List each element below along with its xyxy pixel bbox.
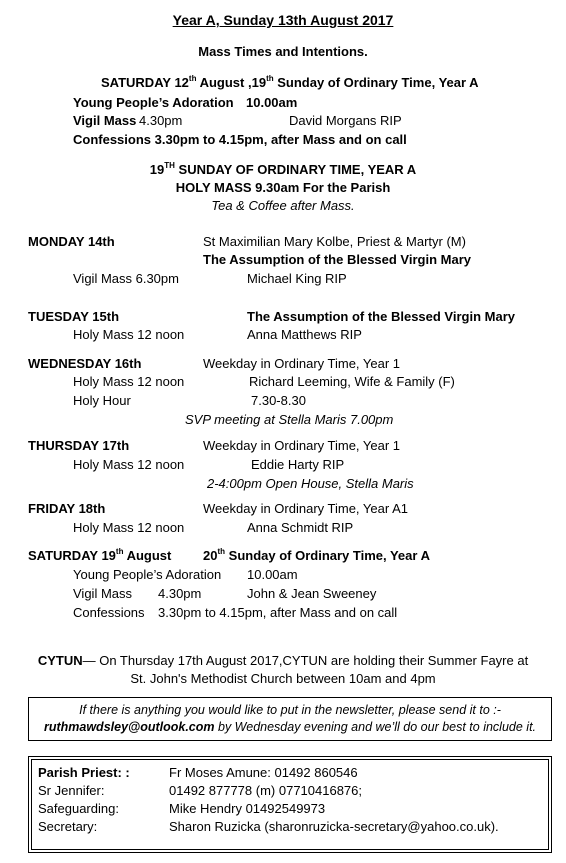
wednesday-mass-label: Holy Mass 12 noon	[73, 374, 185, 389]
saturday12-heading-part: August ,19	[196, 75, 267, 90]
thursday-mass-label: Holy Mass 12 noon	[73, 457, 185, 472]
monday-feast: St Maximilian Mary Kolbe, Priest & Martyr (M)	[203, 234, 466, 249]
contacts-box	[28, 756, 552, 853]
saturday12-vigil-time: 4.30pm	[139, 113, 183, 128]
saturday19-day-sup: th	[115, 547, 124, 556]
contact-value-safeguarding: Mike Hendry 01492549973	[169, 801, 326, 816]
saturday19-feast-part: 20	[203, 548, 218, 563]
saturday12-confessions: Confessions 3.30pm to 4.15pm, after Mass and on call	[73, 132, 407, 147]
tuesday-feast: The Assumption of the Blessed Virgin Mary	[247, 309, 515, 324]
saturday12-adoration-time: 10.00am	[246, 95, 298, 110]
cytun-label: CYTUN	[37, 653, 83, 668]
saturday12-vigil-intention: David Morgans RIP	[289, 113, 402, 128]
newsletter-email[interactable]: ruthmawdsley@outlook.com	[43, 720, 215, 734]
wednesday-feast: Weekday in Ordinary Time, Year 1	[203, 356, 401, 371]
monday-day: MONDAY 14th	[28, 234, 115, 249]
contact-value-parish-priest: Fr Moses Amune: 01492 860546	[169, 765, 358, 780]
tuesday-mass-label: Holy Mass 12 noon	[73, 327, 185, 342]
saturday12-heading	[101, 75, 479, 91]
friday-intention: Anna Schmidt RIP	[247, 520, 354, 535]
monday-mass-label: Vigil Mass 6.30pm	[73, 271, 179, 286]
sunday-holy-mass: HOLY MASS 9.30am For the Parish	[175, 180, 391, 195]
saturday19-adoration-time: 10.00am	[247, 567, 298, 582]
contact-label-safeguarding: Safeguarding:	[38, 801, 119, 816]
wednesday-note: SVP meeting at Stella Maris 7.00pm	[185, 412, 394, 427]
thursday-note: 2-4:00pm Open House, Stella Maris	[207, 476, 414, 491]
saturday19-vigil-intention: John & Jean Sweeney	[247, 586, 377, 601]
saturday12-adoration-label: Young People’s Adoration	[73, 95, 234, 110]
thursday-feast: Weekday in Ordinary Time, Year 1	[203, 438, 401, 453]
wednesday-hour-label: Holy Hour	[73, 393, 131, 408]
tuesday-intention: Anna Matthews RIP	[247, 327, 362, 342]
saturday19-feast-part: Sunday of Ordinary Time, Year A	[225, 548, 430, 563]
saturday19-feast-sup: th	[217, 547, 226, 556]
saturday19-day	[28, 548, 171, 564]
wednesday-hour-time: 7.30-8.30	[251, 393, 306, 408]
wednesday-day: WEDNESDAY 16th	[28, 356, 142, 371]
friday-feast: Weekday in Ordinary Time, Year A1	[203, 501, 408, 516]
sunday-tea-coffee: Tea & Coffee after Mass.	[211, 198, 355, 213]
newsletter-line2-text: by Wednesday evening and we’ll do our best to include it.	[214, 720, 537, 734]
newsletter-line2	[29, 719, 551, 735]
saturday12-heading-sup: th	[266, 74, 274, 83]
saturday19-adoration-label: Young People’s Adoration	[73, 567, 222, 582]
saturday19-vigil-label: Vigil Mass	[73, 586, 133, 601]
cytun-line2: St. John's Methodist Church between 10am and 4pm	[130, 671, 436, 686]
monday-feast2: The Assumption of the Blessed Virgin Mary	[203, 252, 471, 267]
newsletter-box	[28, 697, 552, 741]
contact-label-sr-jennifer: Sr Jennifer:	[38, 783, 105, 798]
page-title: Year A, Sunday 13th August 2017	[172, 12, 394, 28]
saturday12-heading-sup: th	[188, 74, 197, 83]
cytun-notice	[0, 653, 566, 669]
sunday-heading-sup: TH	[164, 161, 175, 170]
saturday12-vigil-label: Vigil Mass	[73, 113, 137, 128]
contact-value-sr-jennifer: 01492 877778 (m) 07710416876;	[169, 783, 362, 798]
cytun-line1: — On Thursday 17th August 2017,CYTUN are holding their Summer Fayre at	[82, 653, 529, 668]
contact-value-secretary: Sharon Ruzicka (sharonruzicka-secretary@yahoo.co.uk).	[169, 819, 499, 834]
saturday19-vigil-time: 4.30pm	[158, 586, 202, 601]
tuesday-day: TUESDAY 15th	[28, 309, 120, 324]
saturday12-heading-part: Sunday of Ordinary Time, Year A	[273, 75, 479, 90]
saturday19-day-part: August	[123, 548, 172, 563]
monday-intention: Michael King RIP	[247, 271, 347, 286]
wednesday-intention: Richard Leeming, Wife & Family (F)	[249, 374, 455, 389]
contact-label-secretary: Secretary:	[38, 819, 98, 834]
thursday-day: THURSDAY 17th	[28, 438, 130, 453]
sunday-heading	[0, 162, 566, 178]
saturday19-confessions-text: 3.30pm to 4.15pm, after Mass and on call	[158, 605, 398, 620]
contacts-box-inner	[31, 759, 549, 850]
saturday19-confessions-label: Confessions	[73, 605, 145, 620]
contact-label-parish-priest: Parish Priest: :	[38, 765, 130, 780]
sunday-heading-part: SUNDAY OF ORDINARY TIME, YEAR A	[174, 162, 417, 177]
newsletter-line1: If there is anything you would like to put in the newsletter, please send it to :-	[79, 703, 501, 717]
saturday19-day-part: SATURDAY 19	[28, 548, 116, 563]
friday-mass-label: Holy Mass 12 noon	[73, 520, 185, 535]
friday-day: FRIDAY 18th	[28, 501, 106, 516]
thursday-intention: Eddie Harty RIP	[251, 457, 345, 472]
saturday12-heading-part: SATURDAY 12	[101, 75, 189, 90]
page-subtitle: Mass Times and Intentions.	[198, 44, 368, 59]
saturday19-feast	[203, 548, 430, 564]
sunday-heading-part: 19	[149, 162, 165, 177]
